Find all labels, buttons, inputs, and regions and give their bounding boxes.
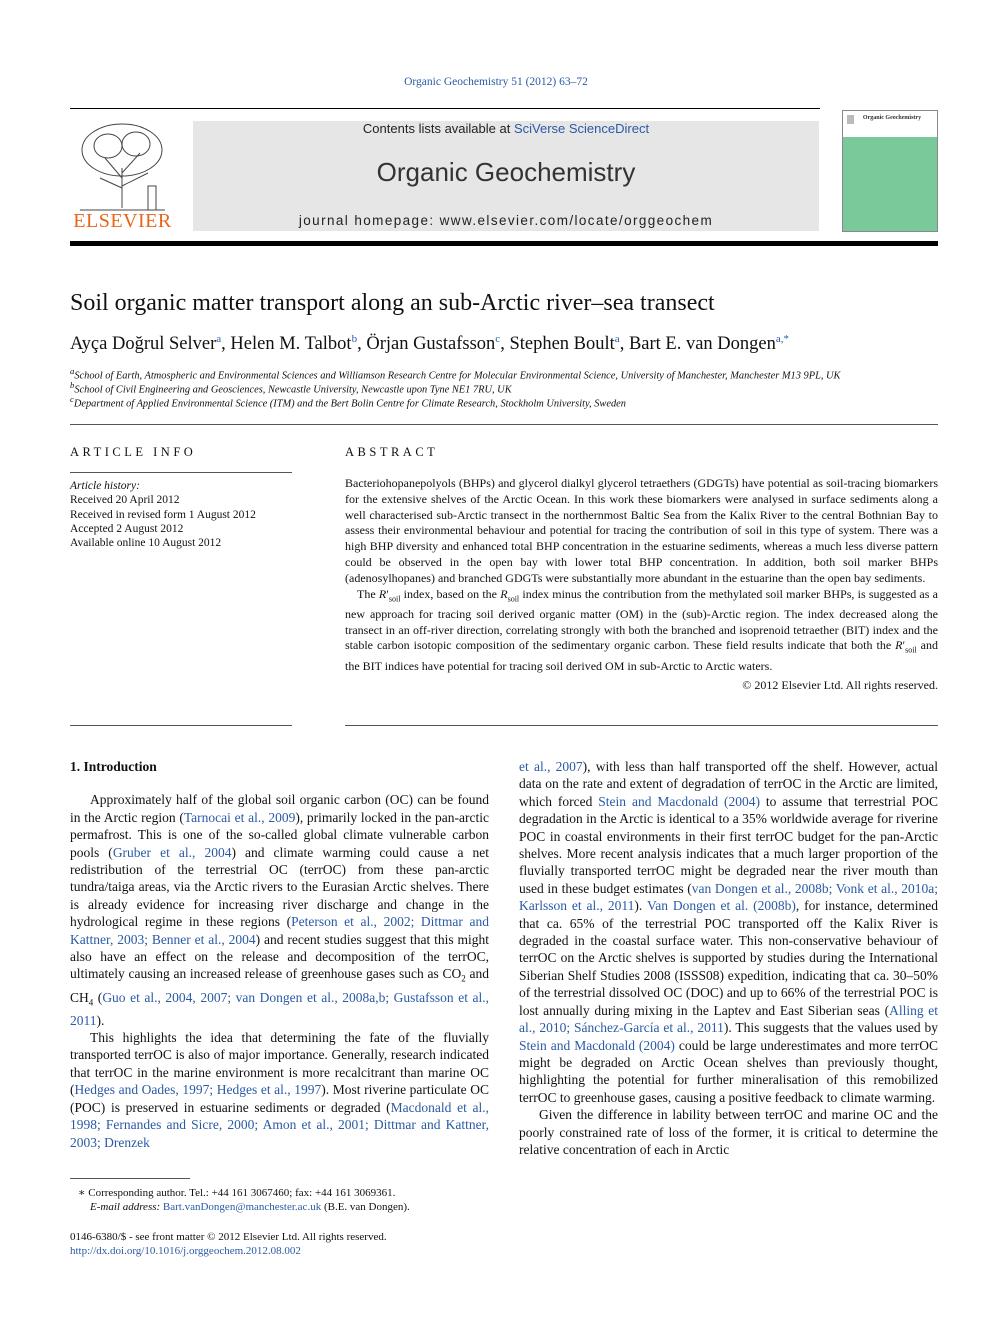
header-thick-rule: [70, 241, 938, 246]
history-item: Received 20 April 2012: [70, 494, 180, 507]
history-item: Received in revised form 1 August 2012: [70, 508, 256, 521]
doi-link[interactable]: http://dx.doi.org/10.1016/j.orggeochem.2012.08.002: [70, 1245, 301, 1258]
body-paragraph: Approximately half of the global soil organic carbon (OC) can be found in the Arctic region (Tarnocai et al., 2009), primarily locked in the pan-arctic permafrost. This is one of the so-called global climate vulnerable carbon pools (Gruber et al., 2004) and climate warming could cause a net redistribution of the terrestrial OC (terrOC) from these pan-arctic tundra/taiga areas, via the Arctic rivers to the Eurasian Arctic shelves. There is already evidence for increasing river discharge and change in the hydrological regime in these regions (Peterson et al., 2002; Dittmar and Kattner, 2003; Benner et al., 2004) and recent studies suggest that this might also have an effect on the release and decomposition of the terrOC, ultimately causing an increased release of greenhouse gases such as $CO_2$ and $CH_4$ (Guo et al., 2004, 2007; van Dongen et al., 2008a,b; Gustafsson et al., 2011).: [70, 792, 490, 1028]
divider: [345, 725, 938, 726]
body-paragraph: et al., 2007), with less than half transported off the shelf. However, actual data on the rate and extent of degradation of terrOC in the Arctic are limited, which forced Stein and Macdonald (2004) to assume that terrestrial POC degradation in the Arctic is identical to a 35% worldwide average for riverine POC in coastal environments in their first terrOC budget for the pan-Arctic shelves. More recent analysis indicates that a much larger proportion of the fluvially transported terrOC might be degraded near the river mouth than used in these budget estimates (van Dongen et al., 2008b; Vonk et al., 2010a; Karlsson et al., 2011). Van Dongen et al. (2008b), for instance, determined that ca. 65% of the terrestrial POC transported off the Kalix River is degraded in the coastal surface water. This non-conservative behaviour of terrOC on the Arctic shelves is supported by studies during the International Siberian Shelf Studies 2008 (ISSS08) expedition, indicating that ca. 30–50% of the terrestrial dissolved OC (DOC) and up to 66% of the terrestrial POC is lost annually during mixing in the Laptev and East Siberian seas (Alling et al., 2010; Sánchez-García et al., 2011). This suggests that the values used by Stein and Macdonald (2004) could be large underestimates and more terrOC might be degraded on Arctic Ocean shelves than previously thought, highlighting the potential for further mineralisation of this remobilized terrOC to greenhouse gases, causing a positive feedback to climate warming.: [519, 759, 939, 1105]
journal-homepage: journal homepage: www.elsevier.com/locate/orggeochem: [298, 213, 714, 228]
contents-line: Contents lists available at SciVerse ScienceDirect: [362, 121, 650, 136]
article-history: [70, 479, 292, 550]
citation-link[interactable]: van Dongen et al., 2008b; Vonk et al., 2010a; Karlsson et al., 2011: [519, 880, 938, 914]
divider: [70, 472, 292, 473]
citation-link[interactable]: Stein and Macdonald (2004): [598, 793, 760, 809]
abstract-body: [345, 476, 938, 694]
citation-link[interactable]: Peterson et al., 2002; Dittmar and Kattner, 2003; Benner et al., 2004: [70, 914, 489, 947]
history-item: Available online 10 August 2012: [70, 537, 222, 550]
author-name: Bart E. van Dongen: [628, 334, 776, 354]
abstract-paragraph: Bacteriohopanepolyols (BHPs) and glycerol dialkyl glycerol tetraethers (GDGTs) have potential as soil-tracing biomarkers for the extensive shelves of the Arctic Ocean. In this work these biomarkers were analysed in surface sediments along a well characterised sub-Arctic transect in the northernmost Baltic Sea from the Kalix River to the central Bothnian Bay to assess their environmental behaviour and potential for tracing the contribution of soil in this type of system. There was a high BHP diversity and enhanced total BHP concentration in the estuarine sediments, whereas a much less diverse pattern could be observed in the open bay with lower total BHP concentration. In addition, both soil marker BHPs (adenosylhopanes) and branched GDGTs were substantially more abundant in the estuarine than the open bay sediments.: [345, 476, 938, 585]
cover-header: [843, 111, 937, 137]
body-column-left: [70, 758, 489, 1151]
citation-link[interactable]: Hedges and Oades, 1997; Hedges et al., 1997: [74, 1082, 322, 1098]
abstract-paragraph: The $R'_{soil}$ index, based on the $R_{soil}$ index minus the contribution from the methylated soil marker BHPs, is suggested as a new approach for tracing soil derived organic matter (OM) in the (sub)-Arctic region. The index decreased along the transect in an off-river direction, correlating strongly with both the branched and isoprenoid tetraether (BIT) index and the stable carbon isotopic composition of the sedimentary organic carbon. These field results indicate that both the $R'_{soil}$ and the BIT indices have potential for tracing soil derived OM in sub-Arctic to Arctic waters.: [345, 586, 938, 673]
corresponding-author-note: ∗ Corresponding author. Tel.: +44 161 3067460; fax: +44 161 3069361. E-mail address: Bart.vanDongen@manchester.ac.uk (B.E. van Dongen).: [78, 1187, 410, 1214]
history-label: Article history:: [70, 480, 140, 492]
citation-link[interactable]: Stein and Macdonald (2004): [519, 1037, 675, 1053]
citation-link[interactable]: Van Dongen et al. (2008b): [646, 898, 796, 914]
front-matter: [70, 1230, 490, 1258]
body-paragraph: Given the difference in lability between terrOC and marine OC and the poorly constrained rate of loss of the former, it is critical to determine the relative concentration of each in Arctic: [519, 1107, 938, 1157]
citation-link[interactable]: Guo et al., 2004, 2007; van Dongen et al., 2008a,b; Gustafsson et al., 2011: [70, 989, 489, 1028]
body-column-right: [519, 758, 938, 1158]
author-affiliation-marker[interactable]: b: [351, 333, 358, 345]
author-affiliation-marker[interactable]: a: [216, 333, 222, 345]
section-heading: 1. Introduction: [70, 759, 157, 774]
author-name: Helen M. Talbot: [230, 334, 352, 354]
history-item: Accepted 2 August 2012: [70, 522, 184, 535]
sciencedirect-link[interactable]: SciVerse ScienceDirect: [513, 121, 650, 136]
divider: [70, 725, 292, 726]
copyright: © 2012 Elsevier Ltd. All rights reserved.: [742, 678, 938, 693]
cover-title: Organic Geochemistry: [862, 115, 922, 121]
citation-link[interactable]: Gruber et al., 2004: [112, 844, 232, 860]
author-list: Ayça Doğrul Selver$^a$, Helen M. Talbot$^b$, Örjan Gustafsson$^c$, Stephen Boult$^a$, Bart E. van Dongen$^{a,*}$: [70, 333, 790, 354]
citation-link[interactable]: et al., 2007: [519, 759, 583, 774]
journal-citation[interactable]: Organic Geochemistry 51 (2012) 63–72: [404, 76, 588, 88]
email-link[interactable]: Bart.vanDongen@manchester.ac.uk: [162, 1201, 322, 1214]
author-name: Örjan Gustafsson: [366, 334, 496, 354]
divider: [70, 424, 938, 425]
author-affiliation-marker[interactable]: a: [614, 333, 620, 345]
article-title: Soil organic matter transport along an sub-Arctic river–sea transect: [70, 290, 715, 316]
abstract-heading: ABSTRACT: [345, 445, 439, 459]
affiliation-a: $^a$School of Earth, Atmospheric and Environmental Sciences and Williamson Research Centre for Molecular Environmental Science, University of Manchester, Manchester M13 9PL, UK: [70, 366, 841, 382]
journal-name: Organic Geochemistry: [376, 157, 636, 187]
author-name: Stephen Boult: [509, 334, 615, 354]
body-paragraph: This highlights the idea that determining the fate of the fluvially transported terrOC is also of major importance. Generally, research indicated that terrOC in the marine environment is more recalcitrant than marine OC (Hedges and Oades, 1997; Hedges et al., 1997). Most riverine particulate OC (POC) is preserved in estuarine sediments or degraded (Macdonald et al., 1998; Fernandes and Sicre, 2000; Amon et al., 2001; Dittmar and Kattner, 2003; Drenzek: [70, 1030, 489, 1150]
affiliation-c: $^c$Department of Applied Environmental Science (ITM) and the Bert Bolin Centre for Climate Research, Stockholm University, Sweden: [70, 394, 626, 410]
header-rule: [70, 108, 820, 109]
journal-banner: [193, 121, 819, 231]
citation-link[interactable]: Alling et al., 2010; Sánchez-García et al., 2011: [519, 1002, 938, 1036]
journal-cover-thumbnail: [842, 110, 938, 232]
author-name: Ayça Doğrul Selver: [70, 334, 217, 354]
cover-art: [843, 137, 937, 231]
affiliation-b: $^b$School of Civil Engineering and Geosciences, Newcastle University, Newcastle upon Tyne NE1 7RU, UK: [70, 380, 512, 396]
author-affiliation-marker[interactable]: c: [495, 333, 501, 345]
author-affiliation-marker[interactable]: a,*: [775, 333, 790, 345]
homepage-url[interactable]: www.elsevier.com/locate/orggeochem: [439, 213, 714, 228]
issn-line: 0146-6380/$ - see front matter © 2012 Elsevier Ltd. All rights reserved.: [70, 1231, 387, 1243]
citation-link[interactable]: Tarnocai et al., 2009: [183, 809, 296, 825]
footnote-rule: [70, 1178, 190, 1179]
citation-link[interactable]: Macdonald et al., 1998; Fernandes and Sicre, 2000; Amon et al., 2001; Dittmar and Kattner, 2003; Drenzek: [70, 1099, 489, 1150]
elsevier-wordmark: ELSEVIER: [73, 210, 172, 232]
article-info-heading: ARTICLE INFO: [70, 445, 197, 459]
